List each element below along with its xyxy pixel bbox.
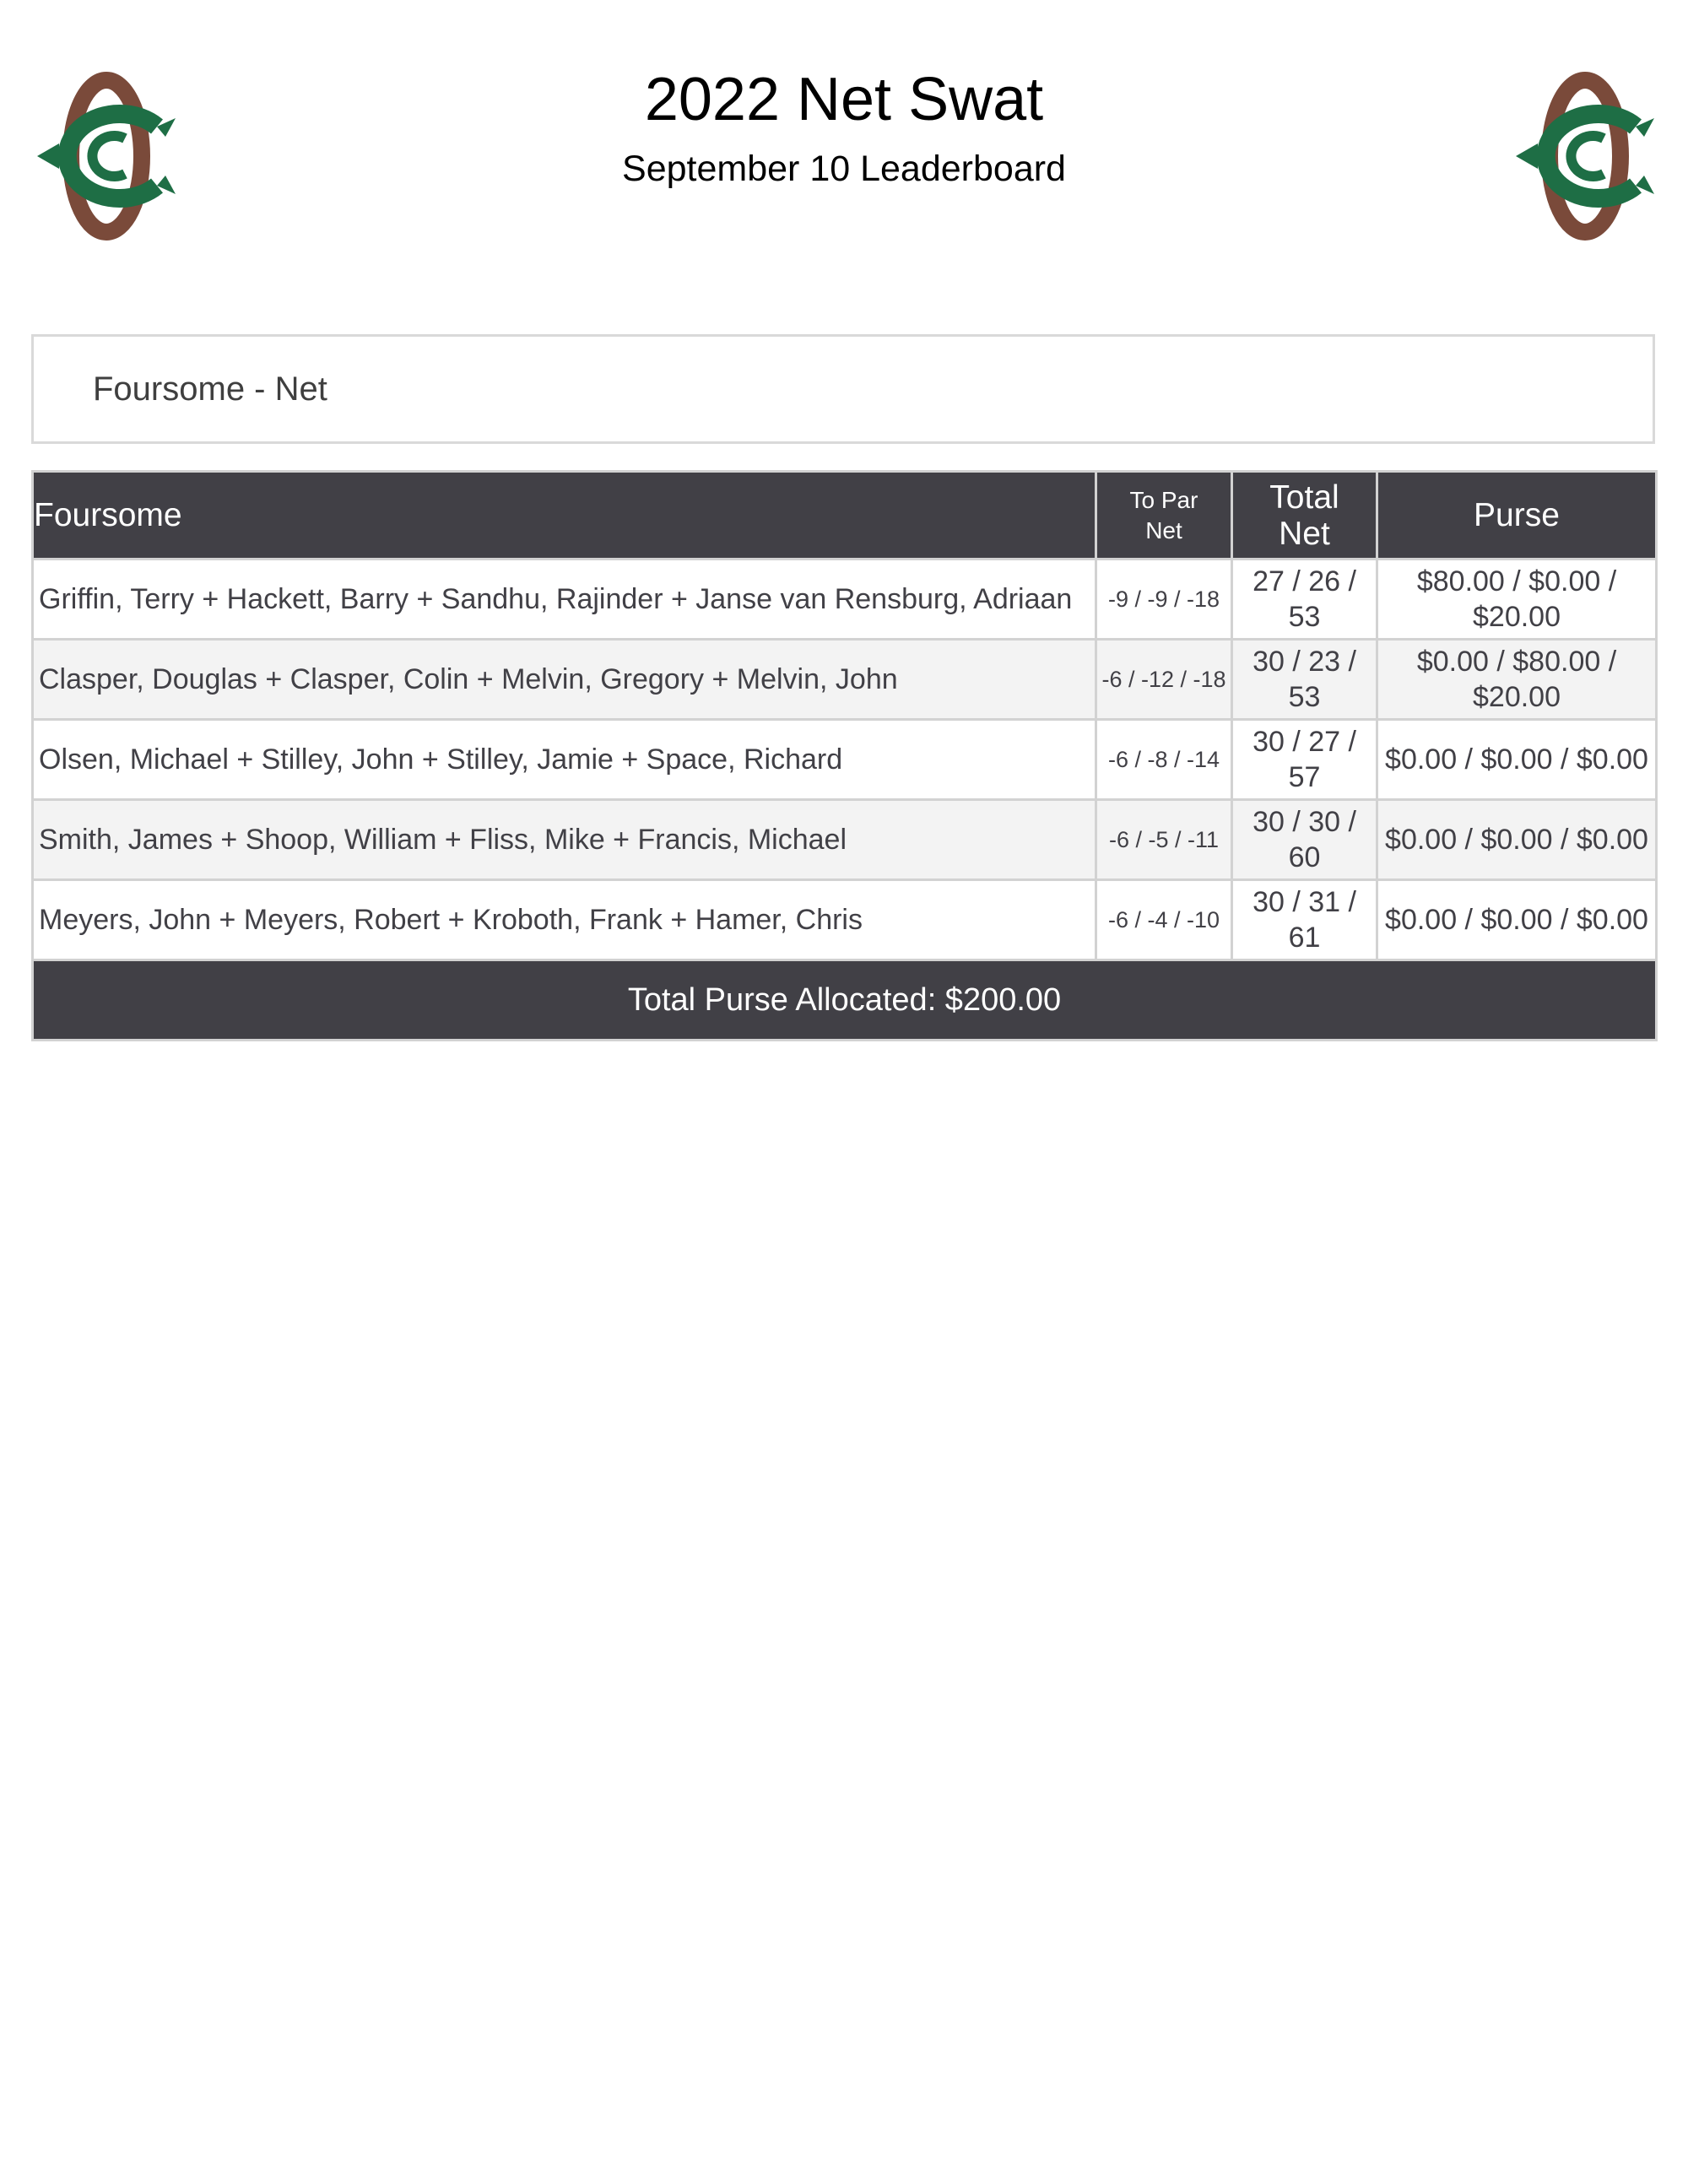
table-row xyxy=(33,640,1657,720)
table-footer-row xyxy=(33,960,1657,1041)
column-header-to-par-line1: To Par xyxy=(1129,486,1198,513)
cell-to-par-net: -6 / -5 / -11 xyxy=(1096,800,1232,880)
cell-total-net: 30 / 30 / 60 xyxy=(1232,800,1377,880)
table-row xyxy=(33,880,1657,960)
cell-foursome: Smith, James + Shoop, William + Fliss, Mike + Francis, Michael xyxy=(33,800,1096,880)
column-header-to-par-line2: Net xyxy=(1145,516,1182,543)
column-header-total-net xyxy=(1232,472,1377,560)
cell-purse: $0.00 / $0.00 / $0.00 xyxy=(1377,880,1657,960)
cell-to-par-net: -6 / -12 / -18 xyxy=(1096,640,1232,720)
table-row xyxy=(33,800,1657,880)
cell-to-par-net: -6 / -8 / -14 xyxy=(1096,720,1232,800)
column-header-to-par-net xyxy=(1096,472,1232,560)
column-header-total-line2: Net xyxy=(1279,515,1330,552)
cell-total-net: 30 / 23 / 53 xyxy=(1232,640,1377,720)
cell-foursome: Olsen, Michael + Stilley, John + Stilley, Jamie + Space, Richard xyxy=(33,720,1096,800)
column-header-foursome: Foursome xyxy=(33,472,1096,560)
cell-to-par-net: -9 / -9 / -18 xyxy=(1096,560,1232,640)
leaderboard-table xyxy=(31,470,1658,1041)
table-header-row xyxy=(33,472,1657,560)
section-label: Foursome - Net xyxy=(93,370,327,408)
cell-total-net: 30 / 27 / 57 xyxy=(1232,720,1377,800)
cell-foursome: Clasper, Douglas + Clasper, Colin + Melvin, Gregory + Melvin, John xyxy=(33,640,1096,720)
column-header-purse: Purse xyxy=(1377,472,1657,560)
cell-purse: $80.00 / $0.00 / $20.00 xyxy=(1377,560,1657,640)
cell-foursome: Meyers, John + Meyers, Robert + Kroboth, Frank + Hamer, Chris xyxy=(33,880,1096,960)
total-purse-allocated: Total Purse Allocated: $200.00 xyxy=(33,960,1657,1041)
cell-purse: $0.00 / $80.00 / $20.00 xyxy=(1377,640,1657,720)
cell-foursome: Griffin, Terry + Hackett, Barry + Sandhu, Rajinder + Janse van Rensburg, Adriaan xyxy=(33,560,1096,640)
cell-purse: $0.00 / $0.00 / $0.00 xyxy=(1377,720,1657,800)
page-title: 2022 Net Swat xyxy=(644,66,1044,133)
cell-purse: $0.00 / $0.00 / $0.00 xyxy=(1377,800,1657,880)
cell-total-net: 30 / 31 / 61 xyxy=(1232,880,1377,960)
table-row xyxy=(33,720,1657,800)
cell-total-net: 27 / 26 / 53 xyxy=(1232,560,1377,640)
section-header xyxy=(31,334,1655,444)
table-row xyxy=(33,560,1657,640)
column-header-total-line1: Total xyxy=(1269,478,1339,516)
page-subtitle: September 10 Leaderboard xyxy=(622,149,1066,189)
cell-to-par-net: -6 / -4 / -10 xyxy=(1096,880,1232,960)
